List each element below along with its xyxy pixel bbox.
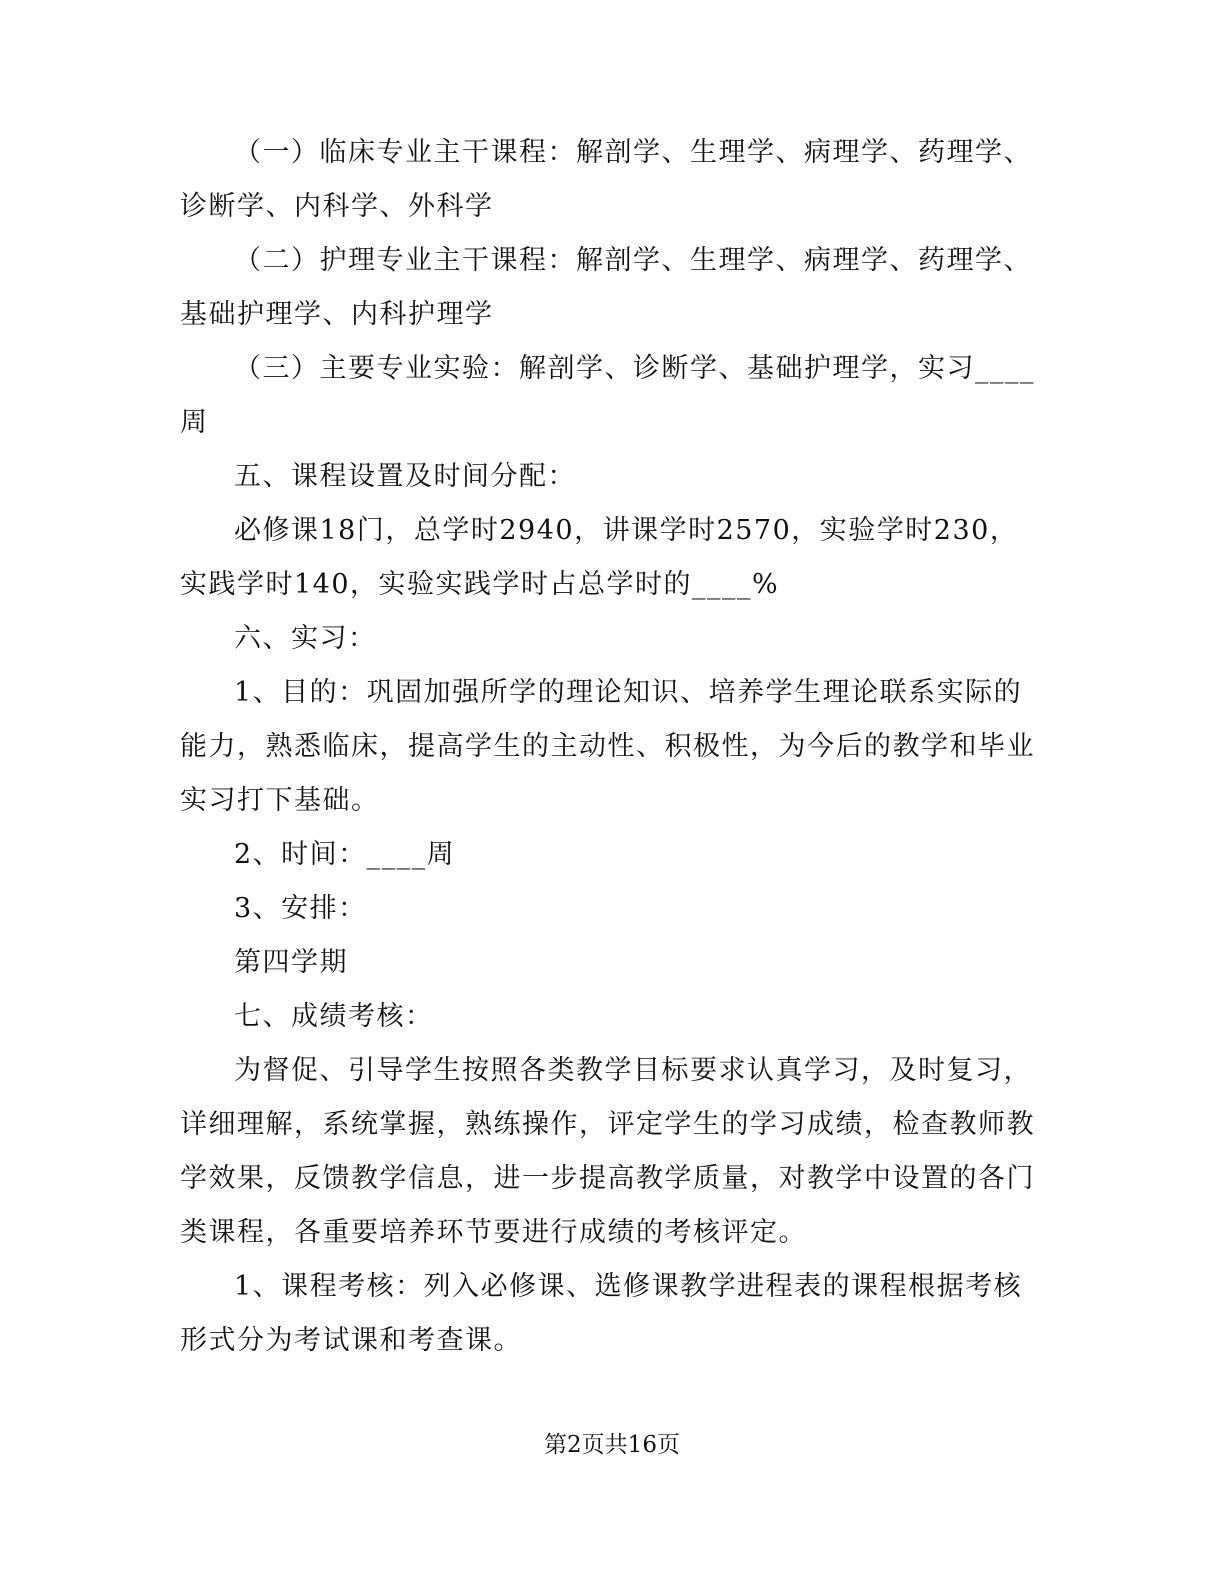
paragraph-fourth-semester: 第四学期 — [234, 947, 348, 978]
paragraph-internship-purpose: 1、目的：巩固加强所学的理论知识、培养学生理论联系实际的能力，熟悉临床，提高学生的主动性、积极性，为今后的教学和毕业实习打下基础。 — [180, 677, 1035, 816]
paragraph-internship-time: 2、时间：____周 — [234, 839, 456, 870]
page-number-footer: 第2页共16页 — [544, 1432, 680, 1458]
paragraph-clinical-courses: （一）临床专业主干课程：解剖学、生理学、病理学、药理学、诊断学、内科学、外科学 — [180, 137, 1032, 222]
document-body — [180, 126, 1040, 1368]
paragraph-course-assessment: 1、课程考核：列入必修课、选修课教学进程表的课程根据考核形式分为考试课和考查课。 — [180, 1271, 1023, 1356]
heading-grade-assessment: 七、成绩考核： — [234, 1001, 434, 1032]
paragraph-main-experiments: （三）主要专业实验：解剖学、诊断学、基础护理学，实习____周 — [180, 353, 1035, 438]
paragraph-nursing-courses: （二）护理专业主干课程：解剖学、生理学、病理学、药理学、基础护理学、内科护理学 — [180, 245, 1032, 330]
paragraph-course-hours: 必修课18门，总学时2940，讲课学时2570，实验学时230，实践学时140，实验实践学时占总学时的____% — [180, 515, 1019, 600]
heading-internship: 六、实习： — [234, 623, 377, 654]
paragraph-internship-arrangement: 3、安排： — [234, 893, 367, 924]
heading-course-setup: 五、课程设置及时间分配： — [234, 461, 576, 492]
paragraph-assessment-purpose: 为督促、引导学生按照各类教学目标要求认真学习，及时复习，详细理解，系统掌握，熟练操作，评定学生的学习成绩，检查教师教学效果，反馈教学信息，进一步提高教学质量，对教学中设置的各门类课程，各重要培养环节要进行成绩的考核评定。 — [180, 1055, 1035, 1248]
